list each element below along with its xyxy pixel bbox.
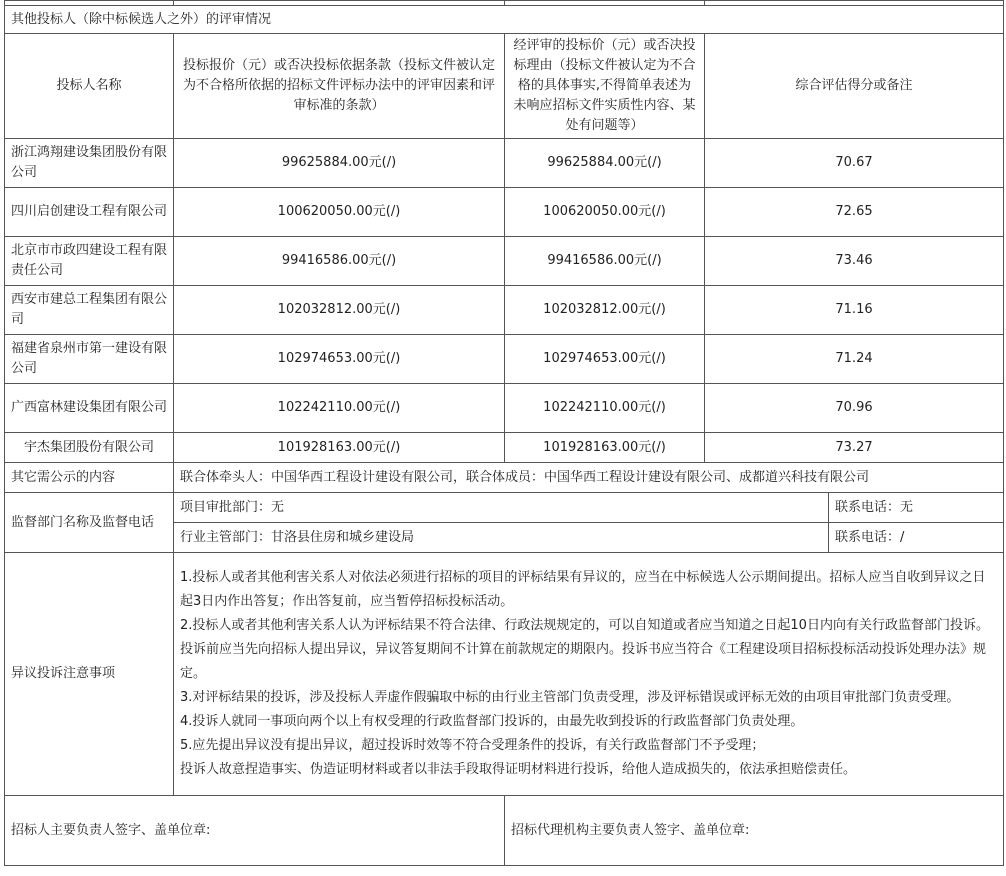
score: 73.27 (705, 433, 1004, 463)
reviewed-price: 101928163.00元(/) (505, 433, 705, 463)
table-row (5, 384, 1004, 433)
supervision-label: 监督部门名称及监督电话 (5, 493, 174, 553)
header-row (5, 34, 1004, 139)
signature-row (5, 796, 1004, 866)
table-row (5, 188, 1004, 237)
agency-signature: 招标代理机构主要负责人签字、盖单位章: (505, 796, 1004, 866)
complaint-label: 异议投诉注意事项 (5, 553, 174, 796)
table-row (5, 237, 1004, 286)
score: 70.67 (705, 139, 1004, 188)
score: 70.96 (705, 384, 1004, 433)
bidder-name: 广西富林建设集团有限公司 (5, 384, 174, 433)
header-score: 综合评估得分或备注 (705, 34, 1004, 139)
header-bidder-name: 投标人名称 (5, 34, 174, 139)
bid-price: 102974653.00元(/) (174, 335, 505, 384)
complaint-item: 4.投诉人就同一事项向两个以上有权受理的行政监督部门投诉的，由最先收到投诉的行政监督部门负责处理。 (180, 714, 804, 729)
bidder-name: 四川启创建设工程有限公司 (5, 188, 174, 237)
industry-dept: 行业主管部门：甘洛县住房和城乡建设局 (174, 523, 829, 553)
bidder-name: 北京市市政四建设工程有限责任公司 (5, 237, 174, 286)
other-info-row (5, 463, 1004, 493)
reviewed-price: 100620050.00元(/) (505, 188, 705, 237)
supervision-row (5, 493, 1004, 523)
table-row (5, 335, 1004, 384)
reviewed-price: 99625884.00元(/) (505, 139, 705, 188)
table-row (5, 433, 1004, 463)
score: 72.65 (705, 188, 1004, 237)
table-row (5, 139, 1004, 188)
bidder-name: 浙江鸿翔建设集团股份有限公司 (5, 139, 174, 188)
header-reviewed-price: 经评审的投标价（元）或否决投标理由（投标文件被认定为不合格的具体事实,不得简单表述为未响应招标文件实质性内容、某处有问题等） (505, 34, 705, 139)
bidder-name: 西安市建总工程集团有限公司 (5, 286, 174, 335)
reviewed-price: 102974653.00元(/) (505, 335, 705, 384)
other-info-label: 其它需公示的内容 (5, 463, 174, 493)
bid-price: 100620050.00元(/) (174, 188, 505, 237)
complaint-item: 2.投标人或者其他利害关系人认为评标结果不符合法律、行政法规规定的，可以自知道或者应当知道之日起10日内向有关行政监督部门投诉。投诉前应当先向招标人提出异议，异议答复期间不计算在前款规定的期限内。投诉书应当符合《工程建设项目招标投标活动投诉处理办法》规定。 (180, 618, 989, 681)
complaint-row (5, 553, 1004, 796)
bid-price: 102032812.00元(/) (174, 286, 505, 335)
complaint-item: 5.应先提出异议没有提出异议，超过投诉时效等不符合受理条件的投诉，有关行政监督部门不予受理； (180, 738, 765, 753)
section-title-row (5, 6, 1004, 34)
complaint-notes (174, 553, 1004, 796)
header-bid-price: 投标报价（元）或否决投标依据条款（投标文件被认定为不合格所依据的招标文件评标办法中的评审因素和评审标准的条款） (174, 34, 505, 139)
tenderer-signature: 招标人主要负责人签字、盖单位章: (5, 796, 505, 866)
complaint-item: 3.对评标结果的投诉，涉及投标人弄虚作假骗取中标的由行业主管部门负责受理，涉及评标错误或评标无效的由项目审批部门负责受理。 (180, 690, 960, 705)
approval-phone: 联系电话：无 (829, 493, 1004, 523)
reviewed-price: 99416586.00元(/) (505, 237, 705, 286)
industry-phone: 联系电话：/ (829, 523, 1004, 553)
evaluation-table (4, 0, 1004, 866)
complaint-item: 投诉人故意捏造事实、伪造证明材料或者以非法手段取得证明材料进行投诉，给他人造成损失的，依法承担赔偿责任。 (180, 762, 857, 777)
score: 73.46 (705, 237, 1004, 286)
reviewed-price: 102242110.00元(/) (505, 384, 705, 433)
bidder-name: 宇杰集团股份有限公司 (5, 433, 174, 463)
bid-price: 99416586.00元(/) (174, 237, 505, 286)
bid-price: 102242110.00元(/) (174, 384, 505, 433)
table-row (5, 286, 1004, 335)
other-info-value: 联合体牵头人：中国华西工程设计建设有限公司，联合体成员：中国华西工程设计建设有限公司、成都道兴科技有限公司 (174, 463, 1004, 493)
approval-dept: 项目审批部门：无 (174, 493, 829, 523)
reviewed-price: 102032812.00元(/) (505, 286, 705, 335)
score: 71.24 (705, 335, 1004, 384)
complaint-item: 1.投标人或者其他利害关系人对依法必须进行招标的项目的评标结果有异议的，应当在中标候选人公示期间提出。招标人应当自收到异议之日起3日内作出答复；作出答复前，应当暂停招标投标活动。 (180, 570, 986, 609)
bidder-name: 福建省泉州市第一建设有限公司 (5, 335, 174, 384)
section-title: 其他投标人（除中标候选人之外）的评审情况 (5, 6, 1004, 34)
bid-price: 99625884.00元(/) (174, 139, 505, 188)
bid-price: 101928163.00元(/) (174, 433, 505, 463)
score: 71.16 (705, 286, 1004, 335)
